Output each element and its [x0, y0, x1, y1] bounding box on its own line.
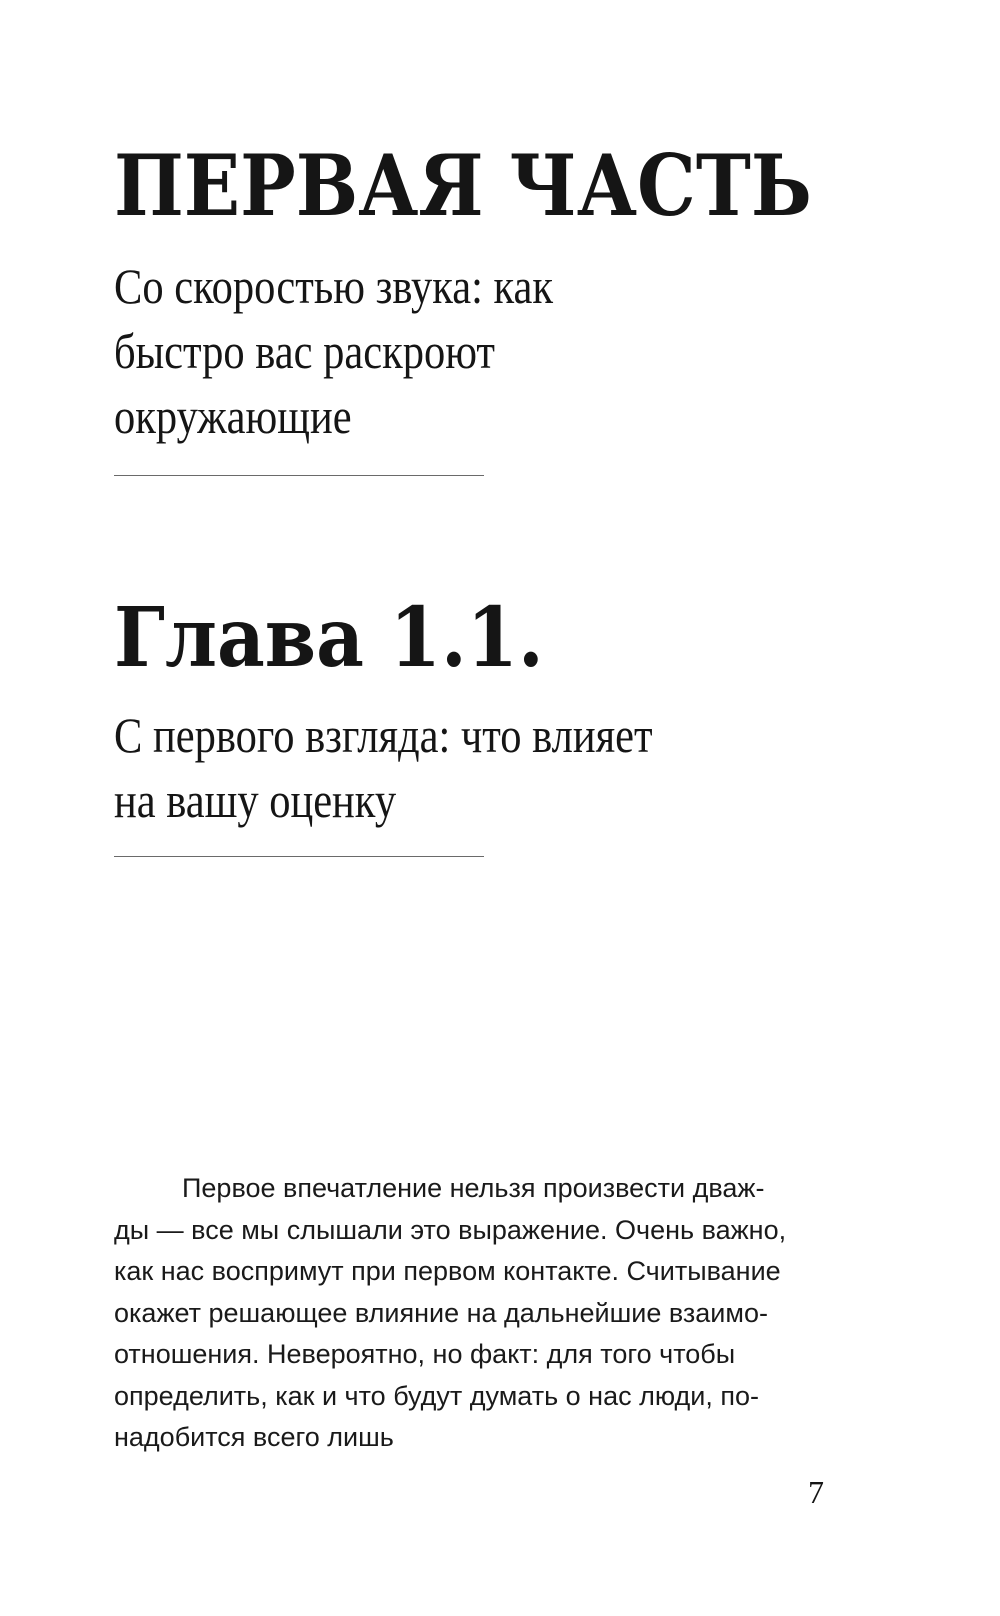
part-subtitle-line: быстро вас раскроют [114, 323, 496, 379]
body-line: окажет решающее влияние на дальнейшие взаимо- [114, 1297, 768, 1328]
chapter-subtitle [114, 703, 653, 833]
body-paragraph [114, 1168, 830, 1459]
body-line: отношения. Невероятно, но факт: для того чтобы [114, 1339, 736, 1369]
chapter-subtitle-line: на вашу оценку [114, 772, 397, 828]
chapter-subtitle-line: С первого взгляда: что влияет [114, 707, 653, 763]
body-line: определить, как и что будут думать о нас люди, по- [114, 1380, 759, 1411]
page-number: 7 [808, 1474, 824, 1510]
body-line: как нас воспримут при первом контакте. Считывание [114, 1256, 781, 1286]
part-subtitle [114, 254, 590, 449]
body-line: ды — все мы слышали это выражение. Очень важно, [114, 1214, 787, 1245]
part-title: ПЕРВАЯ ЧАСТЬ [114, 136, 812, 235]
part-subtitle-line: Со скоростью звука: как [114, 258, 554, 314]
chapter-title: Глава 1.1. [114, 590, 544, 686]
body-line: надобится всего лишь [114, 1422, 394, 1452]
body-line: Первое впечатление нельзя произвести дваж- [182, 1173, 765, 1203]
chapter-divider [114, 856, 484, 857]
part-divider [114, 475, 484, 476]
part-subtitle-line: окружающие [114, 388, 352, 444]
